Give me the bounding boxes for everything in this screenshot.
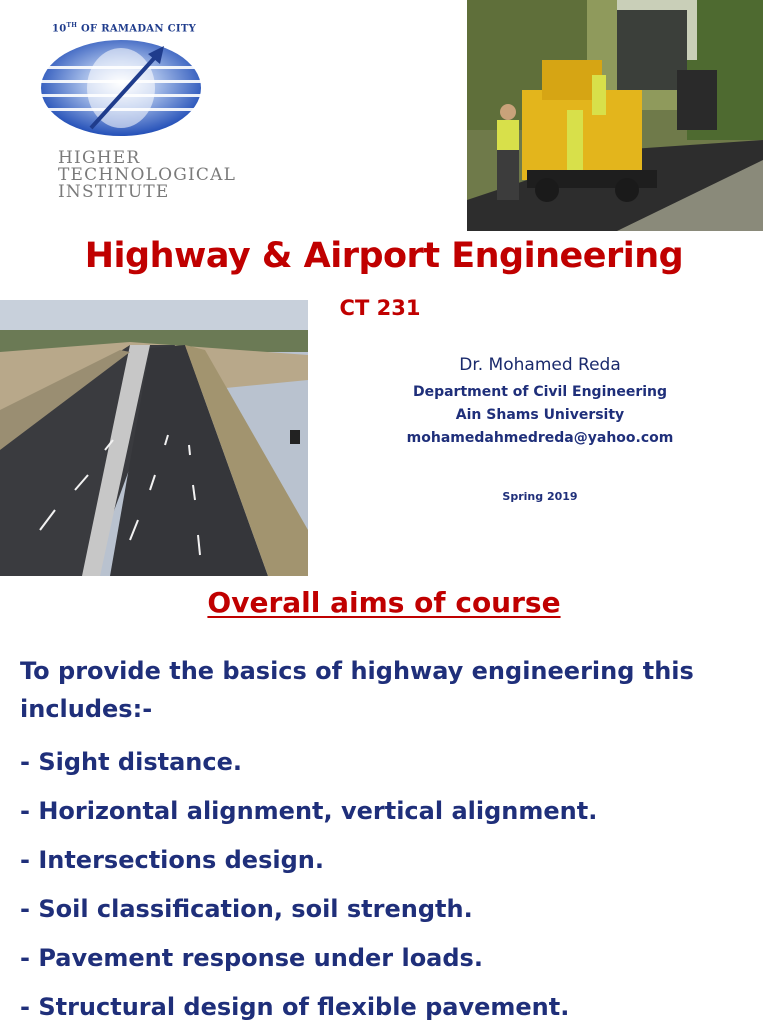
highway-road-photo [0,300,308,576]
department-name: Department of Civil Engineering [412,384,668,400]
logo-emblem-icon [36,36,206,141]
list-item: - Intersections design. [20,846,324,874]
course-title: Highway & Airport Engineering [84,236,684,276]
university-name: Ain Shams University [455,407,625,423]
instructor-name: Dr. Mohamed Reda [459,355,621,375]
paving-machine-photo [467,0,763,231]
list-item: - Structural design of flexible pavement. [20,993,570,1021]
instructor-email: mohamedahmedreda@yahoo.com [406,430,674,446]
logo-name-line-2: TECHNOLOGICAL [58,165,237,185]
list-item: - Sight distance. [20,748,242,776]
aims-intro: To provide the basics of highway engineering this includes:- [20,657,694,723]
list-item: - Soil classification, soil strength. [20,895,473,923]
logo-name-line-3: INSTITUTE [58,182,170,202]
logo-name-line-1: HIGHER [58,148,141,168]
logo-city-text: 10TH OF RAMADAN CITY [52,22,197,35]
semester-label: Spring 2019 [502,490,578,503]
list-item: - Pavement response under loads. [20,944,483,972]
course-code: CT 231 [339,296,421,320]
aims-list [20,742,760,1036]
aims-heading: Overall aims of course [207,586,561,619]
list-item: - Horizontal alignment, vertical alignment. [20,797,598,825]
